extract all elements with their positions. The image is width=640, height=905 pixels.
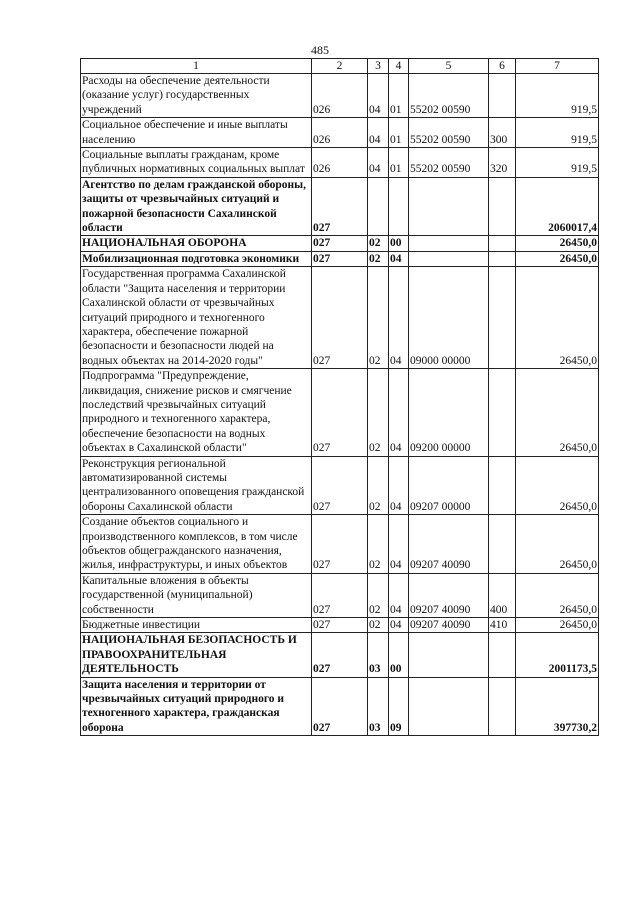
row-pr: 04 (389, 573, 409, 617)
row-vr (489, 251, 516, 266)
row-sum: 26450,0 (516, 369, 599, 456)
row-csr (409, 177, 489, 236)
row-ved: 026 (312, 74, 368, 118)
row-ved: 027 (312, 177, 368, 236)
row-ved: 026 (312, 118, 368, 148)
row-pr (389, 177, 409, 236)
row-pr: 04 (389, 456, 409, 515)
row-csr (409, 633, 489, 677)
row-csr (409, 236, 489, 251)
row-sum: 26450,0 (516, 573, 599, 617)
row-sum: 2060017,4 (516, 177, 599, 236)
row-vr: 410 (489, 618, 516, 633)
row-ved: 027 (312, 515, 368, 574)
row-vr (489, 677, 516, 736)
row-csr: 09207 40090 (409, 515, 489, 574)
row-rz: 02 (368, 618, 389, 633)
row-rz: 04 (368, 74, 389, 118)
row-sum: 919,5 (516, 74, 599, 118)
row-name: Реконструкция региональной автоматизированной системы централизованного оповещения гражданской обороны Сахалинской области (81, 456, 312, 515)
row-sum: 26450,0 (516, 456, 599, 515)
header-row (81, 59, 599, 74)
table-row (81, 618, 599, 633)
row-rz: 02 (368, 251, 389, 266)
row-rz: 02 (368, 515, 389, 574)
row-ved: 027 (312, 456, 368, 515)
row-csr: 55202 00590 (409, 118, 489, 148)
row-rz (368, 177, 389, 236)
row-vr: 320 (489, 148, 516, 178)
row-rz: 02 (368, 236, 389, 251)
row-pr: 00 (389, 633, 409, 677)
row-name: Создание объектов социального и производственного комплексов, в том числе объектов общегражданского назначения, жилья, инфраструктуры, и иных объектов (81, 515, 312, 574)
row-ved: 027 (312, 618, 368, 633)
row-vr (489, 177, 516, 236)
row-name: Подпрограмма "Предупреждение, ликвидация, снижение рисков и смягчение последствий чрезвычайных ситуаций природного и техногенного характера, обеспечение безопасности на водных объектах в Сахалинской области" (81, 369, 312, 456)
row-name: Социальные выплаты гражданам, кроме публичных нормативных социальных выплат (81, 148, 312, 178)
row-csr (409, 251, 489, 266)
row-vr: 300 (489, 118, 516, 148)
row-sum: 26450,0 (516, 618, 599, 633)
row-ved: 027 (312, 633, 368, 677)
row-ved: 027 (312, 369, 368, 456)
row-csr: 09207 00000 (409, 456, 489, 515)
table-row (81, 267, 599, 369)
row-csr: 09200 00000 (409, 369, 489, 456)
row-sum: 26450,0 (516, 236, 599, 251)
table-row (81, 118, 599, 148)
row-name: НАЦИОНАЛЬНАЯ БЕЗОПАСНОСТЬ И ПРАВООХРАНИТЕЛЬНАЯ ДЕЯТЕЛЬНОСТЬ (81, 633, 312, 677)
row-ved: 026 (312, 148, 368, 178)
table-row (81, 573, 599, 617)
table-row (81, 677, 599, 736)
row-pr: 04 (389, 267, 409, 369)
header-col-6: 6 (489, 59, 516, 74)
row-pr: 01 (389, 148, 409, 178)
row-name: Бюджетные инвестиции (81, 618, 312, 633)
row-sum: 26450,0 (516, 515, 599, 574)
table-row (81, 236, 599, 251)
row-pr: 04 (389, 618, 409, 633)
table-row (81, 515, 599, 574)
row-ved: 027 (312, 236, 368, 251)
row-sum: 26450,0 (516, 251, 599, 266)
row-csr: 09207 40090 (409, 618, 489, 633)
row-sum: 26450,0 (516, 267, 599, 369)
row-name: Расходы на обеспечение деятельности (оказание услуг) государственных учреждений (81, 74, 312, 118)
row-pr: 01 (389, 118, 409, 148)
table-row (81, 148, 599, 178)
row-rz: 03 (368, 677, 389, 736)
row-rz: 03 (368, 633, 389, 677)
row-pr: 09 (389, 677, 409, 736)
header-col-2: 2 (312, 59, 368, 74)
row-sum: 2001173,5 (516, 633, 599, 677)
row-name: Социальное обеспечение и иные выплаты населению (81, 118, 312, 148)
row-sum: 919,5 (516, 148, 599, 178)
page-number: 485 (311, 43, 329, 57)
table-row (81, 251, 599, 266)
table-row (81, 456, 599, 515)
row-ved: 027 (312, 251, 368, 266)
table-row (81, 74, 599, 118)
table-row (81, 633, 599, 677)
table-row (81, 369, 599, 456)
row-vr: 400 (489, 573, 516, 617)
row-rz: 02 (368, 369, 389, 456)
header-col-1: 1 (81, 59, 312, 74)
row-pr: 04 (389, 515, 409, 574)
row-vr (489, 74, 516, 118)
row-vr (489, 369, 516, 456)
row-rz: 02 (368, 456, 389, 515)
row-rz: 04 (368, 118, 389, 148)
row-rz: 02 (368, 267, 389, 369)
row-rz: 04 (368, 148, 389, 178)
row-csr (409, 677, 489, 736)
header-col-3: 3 (368, 59, 389, 74)
row-rz: 02 (368, 573, 389, 617)
row-pr: 04 (389, 251, 409, 266)
header-col-4: 4 (389, 59, 409, 74)
row-sum: 919,5 (516, 118, 599, 148)
row-csr: 09000 00000 (409, 267, 489, 369)
row-name: Государственная программа Сахалинской области "Защита населения и территории Сахалинской области от чрезвычайных ситуаций природного и техногенного характера, обеспечение пожарной безопасности и безопасности людей на водных объектах на 2014-2020 годы" (81, 267, 312, 369)
row-name: Агентство по делам гражданской обороны, защиты от чрезвычайных ситуаций и пожарной безопасности Сахалинской области (81, 177, 312, 236)
row-vr (489, 633, 516, 677)
row-name: Мобилизационная подготовка экономики (81, 251, 312, 266)
row-sum: 397730,2 (516, 677, 599, 736)
budget-table (80, 58, 599, 736)
row-name: Защита населения и территории от чрезвычайных ситуаций природного и техногенного характера, гражданская оборона (81, 677, 312, 736)
row-csr: 55202 00590 (409, 74, 489, 118)
row-pr: 01 (389, 74, 409, 118)
row-ved: 027 (312, 267, 368, 369)
row-vr (489, 456, 516, 515)
row-pr: 04 (389, 369, 409, 456)
row-csr: 09207 40090 (409, 573, 489, 617)
row-ved: 027 (312, 677, 368, 736)
row-pr: 00 (389, 236, 409, 251)
header-col-7: 7 (516, 59, 599, 74)
row-name: Капитальные вложения в объекты государственной (муниципальной) собственности (81, 573, 312, 617)
row-name: НАЦИОНАЛЬНАЯ ОБОРОНА (81, 236, 312, 251)
header-col-5: 5 (409, 59, 489, 74)
row-ved: 027 (312, 573, 368, 617)
row-vr (489, 267, 516, 369)
row-vr (489, 236, 516, 251)
row-vr (489, 515, 516, 574)
row-csr: 55202 00590 (409, 148, 489, 178)
table-row (81, 177, 599, 236)
